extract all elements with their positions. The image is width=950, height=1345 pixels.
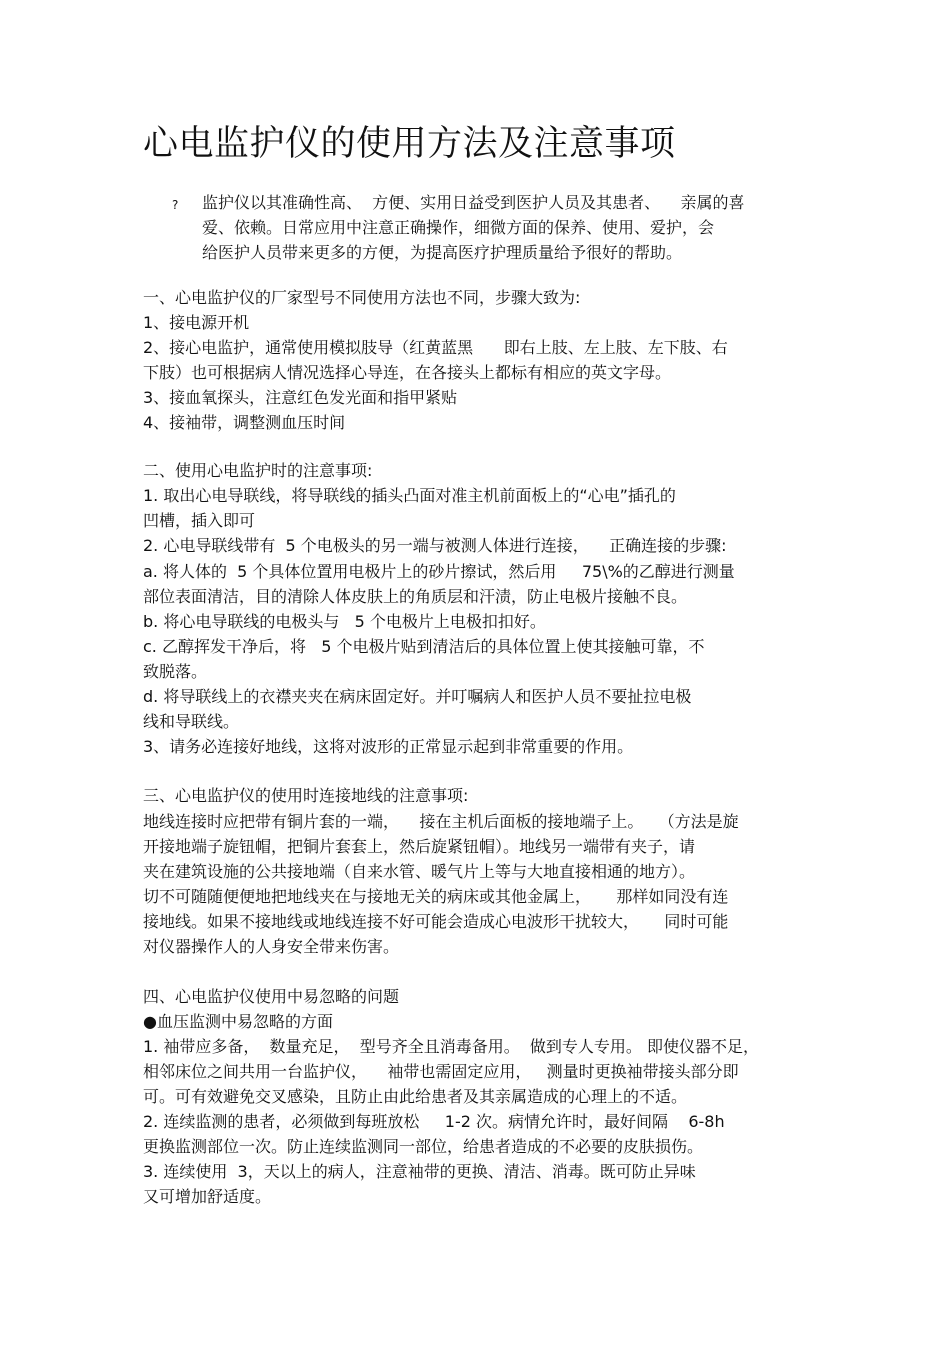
intro-line: 给医护人员带来更多的方便，为提高医疗护理质量给予很好的帮助。: [202, 243, 683, 262]
paragraph-line: 部位表面清洁，目的清除人体皮肤上的角质层和汗渍，防止电极片接触不良。: [143, 587, 688, 606]
paragraph-line: 1. 取出心电导联线，将导联线的插头凸面对准主机前面板上的“心电”插孔的: [143, 486, 676, 505]
section3-heading: 三、心电监护仪的使用时连接地线的注意事项:: [143, 786, 469, 805]
intro-line: 爱、依赖。日常应用中注意正确操作，细微方面的保养、使用、爱护，会: [202, 218, 715, 237]
paragraph-line: 地线连接时应把带有铜片套的一端， 接在主机后面板的接地端子上。 （方法是旋: [143, 812, 739, 831]
paragraph-line: 凹槽，插入即可: [143, 511, 256, 530]
paragraph-line: 更换监测部位一次。防止连续监测同一部位，给患者造成的不必要的皮肤损伤。: [143, 1137, 704, 1156]
paragraph-line: 4、接袖带，调整测血压时间: [143, 413, 346, 432]
paragraph-line: 3、请务必连接好地线，这将对波形的正常显示起到非常重要的作用。: [143, 737, 634, 756]
paragraph-line: 线和导联线。: [143, 712, 240, 731]
document-title: 心电监护仪的使用方法及注意事项: [143, 124, 676, 164]
paragraph-line: b. 将心电导联线的电极头与 5 个电极片上电极扣扣好。: [143, 612, 546, 631]
paragraph-line: a. 将人体的 5 个具体位置用电极片上的砂片擦试，然后用 75\%的乙醇进行测量: [143, 562, 735, 581]
paragraph-line: 又可增加舒适度。: [143, 1187, 272, 1206]
paragraph-line: c. 乙醇挥发干净后，将 5 个电极片贴到清洁后的具体位置上使其接触可靠，不: [143, 637, 705, 656]
paragraph-line: 可。可有效避免交叉感染，且防止由此给患者及其亲属造成的心理上的不适。: [143, 1087, 688, 1106]
paragraph-line: 接地线。如果不接地线或地线连接不好可能会造成心电波形干扰较大， 同时可能: [143, 912, 729, 931]
paragraph-line: 3. 连续使用 3，天以上的病人，注意袖带的更换、清洁、消毒。既可防止异味: [143, 1162, 696, 1181]
paragraph-line: 夹在建筑设施的公共接地端（自来水管、暖气片上等与大地直接相通的地方）。: [143, 862, 696, 881]
section1-heading: 一、心电监护仪的厂家型号不同使用方法也不同，步骤大致为:: [143, 288, 581, 307]
paragraph-line: 致脱落。: [143, 662, 208, 681]
paragraph-line: 切不可随随便便地把地线夹在与接地无关的病床或其他金属上， 那样如同没有连: [143, 887, 729, 906]
paragraph-line: 2. 连续监测的患者，必须做到每班放松 1-2 次。病情允许时，最好间隔 6-8h: [143, 1112, 725, 1131]
section4-heading: 四、心电监护仪使用中易忽略的问题: [143, 987, 400, 1006]
paragraph-line: 1、接电源开机: [143, 313, 250, 332]
paragraph-line: 相邻床位之间共用一台监护仪， 袖带也需固定应用， 测量时更换袖带接头部分即: [143, 1062, 739, 1081]
intro-line: 监护仪以其准确性高、 方便、实用日益受到医护人员及其患者、 亲属的喜: [202, 193, 745, 212]
section4-subheading: ●血压监测中易忽略的方面: [143, 1012, 333, 1031]
paragraph-line: 3、接血氧探头，注意红色发光面和指甲紧贴: [143, 388, 458, 407]
paragraph-line: 下肢）也可根据病人情况选择心导连，在各接头上都标有相应的英文字母。: [143, 363, 672, 382]
intro-paragraph: [172, 190, 812, 265]
paragraph-line: 1. 袖带应多备， 数量充足， 型号齐全且消毒备用。 做到专人专用。 即使仪器不足，: [143, 1037, 759, 1056]
paragraph-line: 2. 心电导联线带有 5 个电极头的另一端与被测人体进行连接， 正确连接的步骤:: [143, 536, 727, 555]
bullet-icon: ?: [172, 198, 179, 212]
paragraph-line: 2、接心电监护，通常使用模拟肢导（红黄蓝黑 即右上肢、左上肢、左下肢、右: [143, 338, 728, 357]
paragraph-line: d. 将导联线上的衣襟夹夹在病床固定好。并叮嘱病人和医护人员不要扯拉电极: [143, 687, 692, 706]
paragraph-line: 对仪器操作人的人身安全带来伤害。: [143, 937, 400, 956]
section2-heading: 二、使用心电监护时的注意事项:: [143, 461, 373, 480]
paragraph-line: 开接地端子旋钮帽，把铜片套套上，然后旋紧钮帽）。地线另一端带有夹子，请: [143, 837, 696, 856]
